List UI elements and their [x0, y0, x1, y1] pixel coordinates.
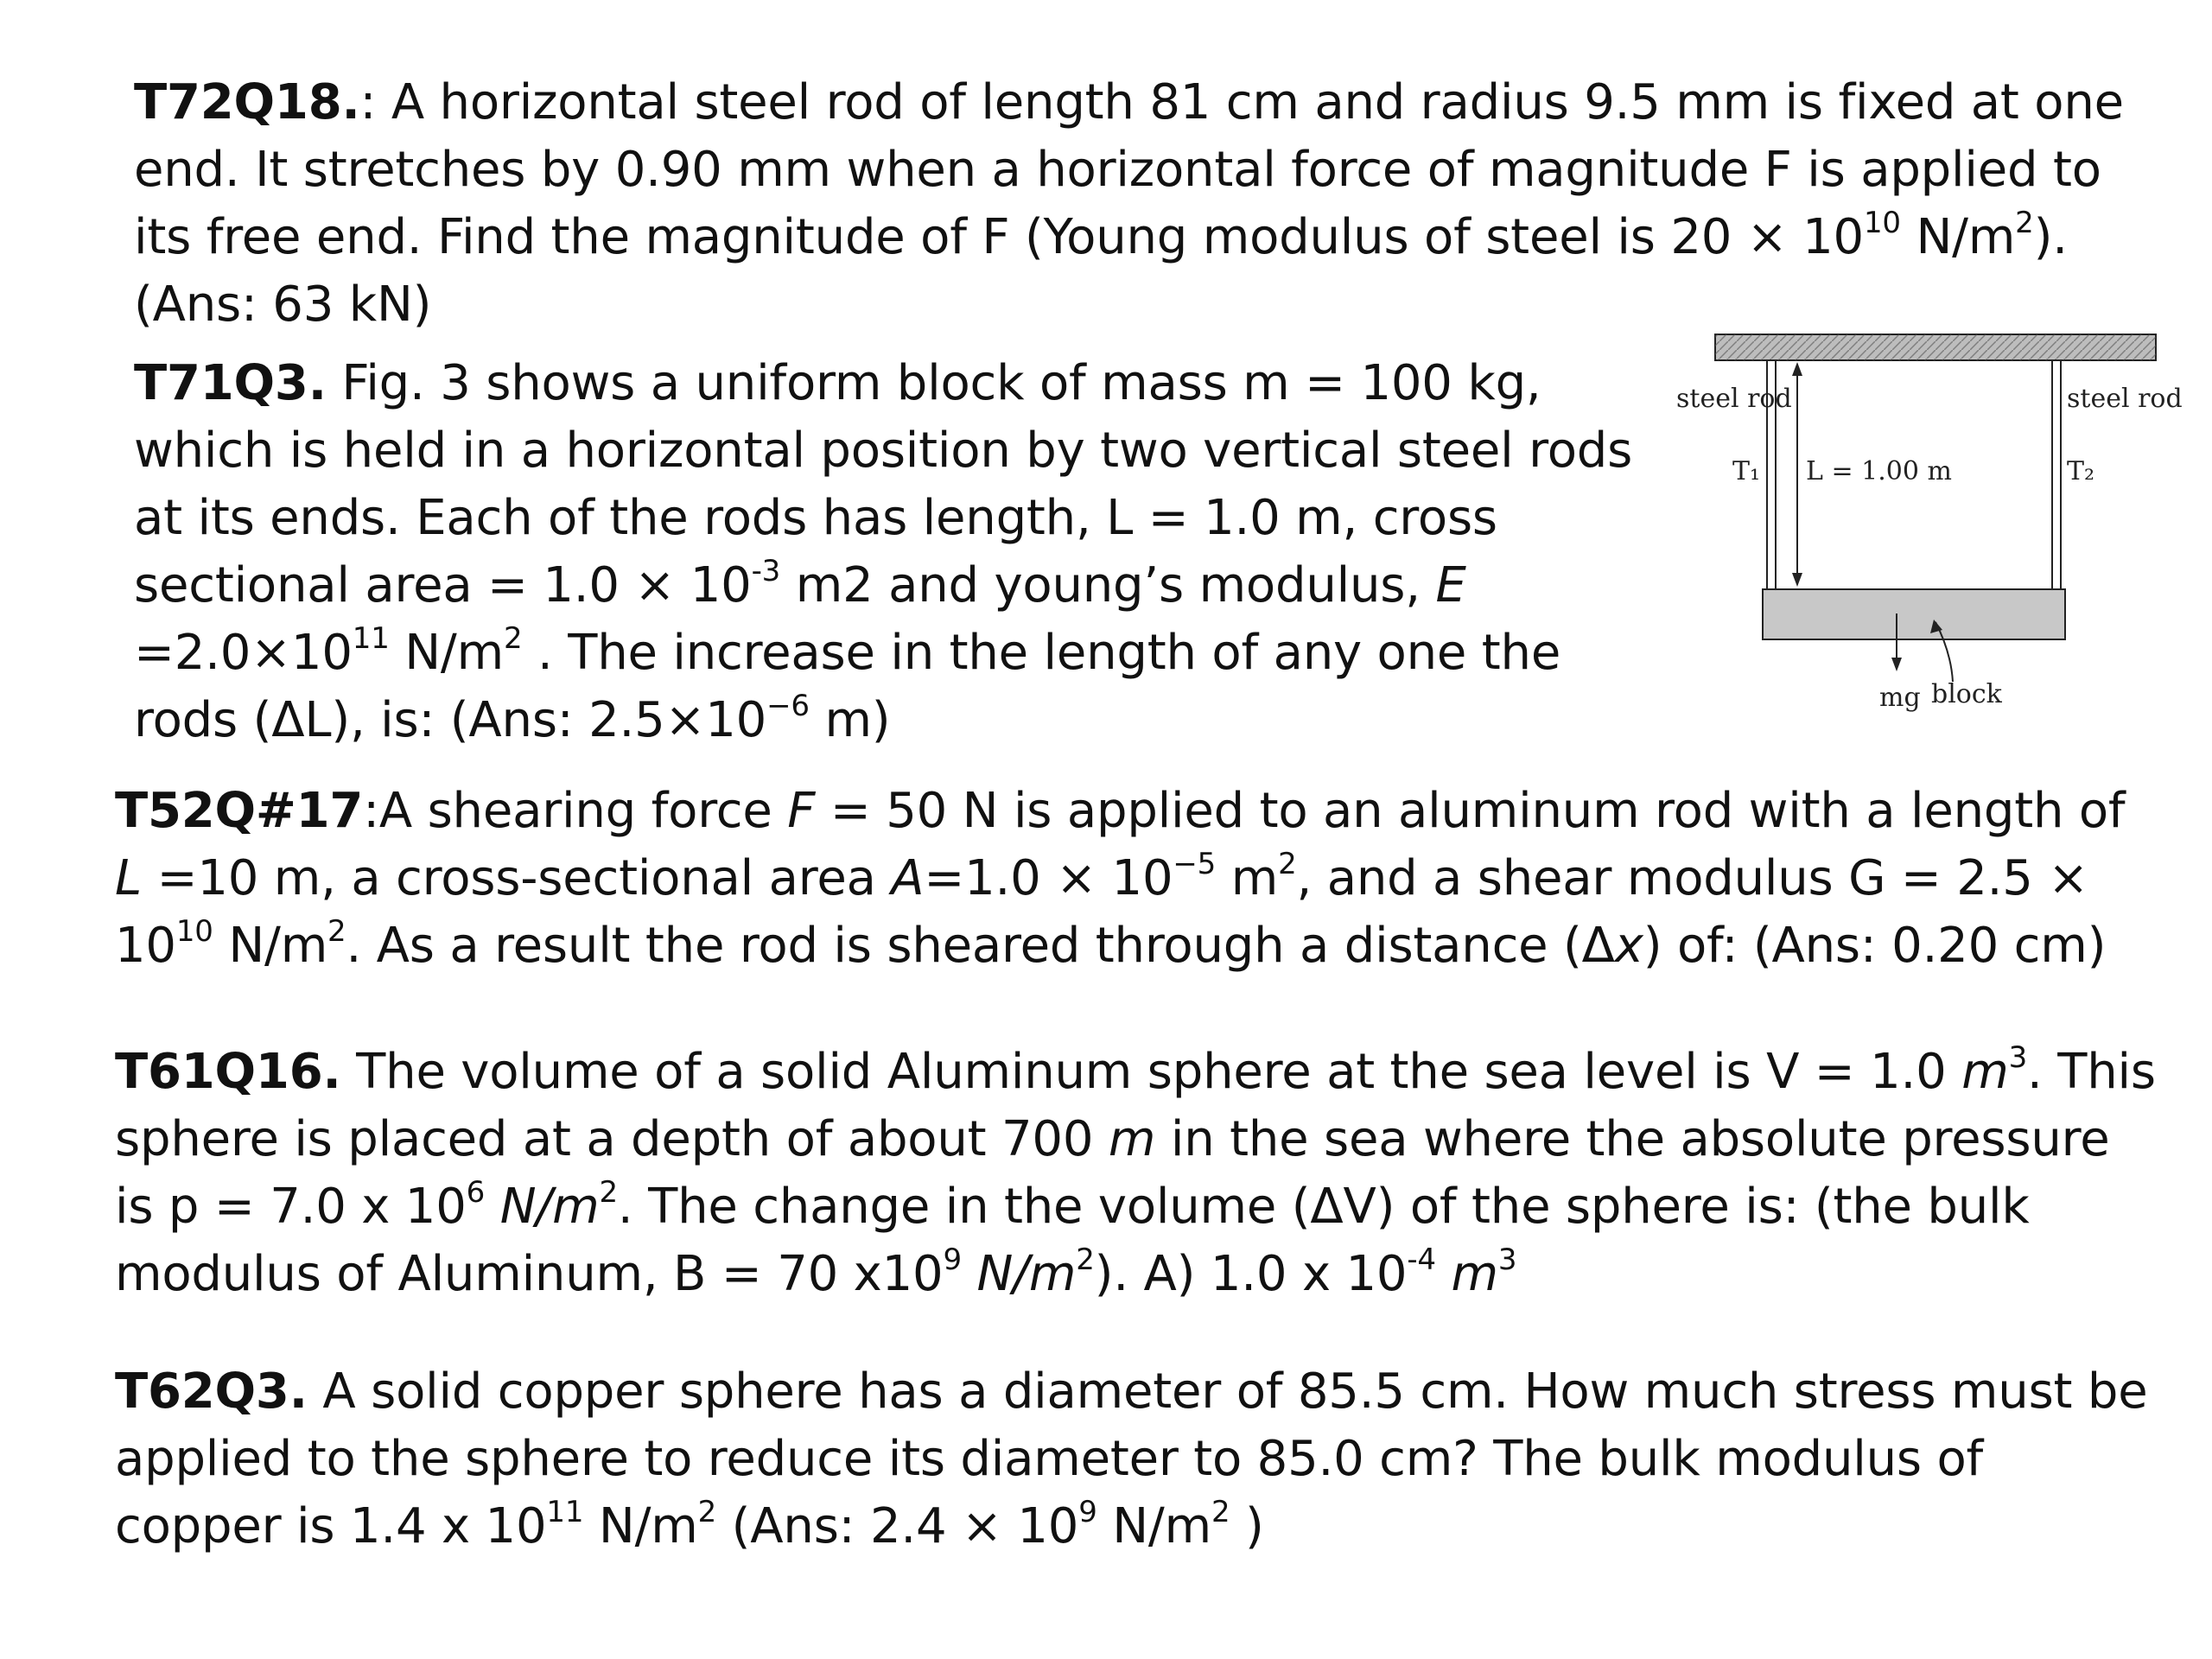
block	[1763, 589, 2065, 639]
problem-t52q17	[115, 778, 2163, 980]
superscript: −6	[766, 689, 810, 723]
problem-text: :A shearing force	[363, 783, 788, 839]
label-mg: mg	[1879, 683, 1921, 713]
variable-m: m	[1108, 1111, 1156, 1167]
problem-text: =2.0×10	[134, 625, 353, 681]
problem-id: T72Q18.	[134, 74, 360, 130]
label-t2: T₂	[2067, 456, 2095, 486]
superscript: 2	[599, 1175, 618, 1210]
problem-id: T62Q3.	[115, 1363, 308, 1420]
problem-text: , and a shear modulus G = 2.5 × 10	[115, 850, 2089, 974]
superscript: 2	[1278, 847, 1297, 881]
superscript: 11	[546, 1495, 584, 1529]
problem-t61q16	[115, 1039, 2163, 1308]
problem-text: Fig. 3 shows a uniform block of mass m = 100 kg, which is held in a horizontal position by two vertical steel rods at its ends. Each of the rods has length, L = 1.0 m, cross sectional area = 1.0 × 10	[134, 355, 1633, 613]
problem-text: in the sea where the absolute pressure is p = 7.0 x 10	[115, 1111, 2110, 1235]
superscript: 2	[1211, 1495, 1230, 1529]
superscript: 10	[175, 914, 213, 949]
problem-text	[485, 1179, 500, 1235]
problem-text: N/m	[1096, 1498, 1211, 1554]
problem-text: m	[1216, 850, 1279, 906]
problem-text: =1.0 × 10	[924, 850, 1173, 906]
variable-l: L	[115, 850, 142, 906]
problem-text: ). (Ans: 63 kN)	[134, 209, 2068, 333]
variable-f: F	[787, 783, 816, 839]
label-t1: T₁	[1732, 456, 1761, 486]
unit-n-per-m: N/m	[499, 1179, 600, 1235]
problem-text: N/m	[1900, 209, 2016, 265]
right-steel-rod	[2052, 360, 2061, 589]
variable-m: m	[1961, 1044, 2009, 1100]
problem-text: ). A) 1.0 x 10	[1094, 1246, 1408, 1302]
problem-text	[962, 1246, 977, 1302]
problem-text: A solid copper sphere has a diameter of 85.5 cm. How much stress must be applied to the sphere to reduce its diameter to 85.0 cm? The bulk modulus of copper is 1.4 x 10	[115, 1363, 2148, 1554]
variable-e: E	[1435, 557, 1466, 613]
variable-a: A	[891, 850, 925, 906]
unit-n-per-m: N/m	[976, 1246, 1077, 1302]
label-length: L = 1.00 m	[1806, 456, 1952, 486]
superscript: 2	[503, 621, 523, 656]
problem-t72q18	[134, 69, 2147, 339]
superscript: 9	[943, 1243, 962, 1277]
problem-text: N/m	[583, 1498, 698, 1554]
problem-text: )	[1230, 1498, 1264, 1554]
weight-arrowhead	[1891, 658, 1902, 671]
label-steel-rod-left: steel rod	[1676, 384, 1792, 414]
superscript: 2	[2015, 206, 2034, 240]
problem-text: m2 and young’s modulus,	[780, 557, 1436, 613]
superscript: 9	[1078, 1495, 1097, 1529]
problem-id: T52Q#17	[115, 783, 364, 839]
figure-svg	[1676, 324, 2183, 730]
problem-text: The volume of a solid Aluminum sphere at the sea level is V = 1.0	[340, 1044, 1962, 1100]
problem-text: . The increase in the length of any one the rods (ΔL), is: (Ans: 2.5×10	[134, 625, 1561, 748]
superscript: 2	[1076, 1243, 1095, 1277]
problem-text: . As a result the rod is sheared through a distance (Δ	[346, 918, 1615, 974]
superscript: 3	[2008, 1040, 2027, 1075]
problem-text	[1436, 1246, 1452, 1302]
problem-text: N/m	[213, 918, 328, 974]
superscript: 2	[697, 1495, 717, 1529]
problem-text: (Ans: 2.4 × 10	[716, 1498, 1079, 1554]
problem-text: = 50 N is applied to an aluminum rod with a length of	[815, 783, 2126, 839]
problem-text: . The change in the volume (ΔV) of the sphere is: (the bulk modulus of Aluminum, B = 70 x10	[115, 1179, 2030, 1302]
label-block: block	[1931, 679, 2002, 709]
problem-t62q3	[115, 1358, 2163, 1560]
superscript: 2	[327, 914, 346, 949]
problem-text: N/m	[389, 625, 504, 681]
superscript: 6	[466, 1175, 486, 1210]
problem-text: A horizontal steel rod of length 81 cm and radius 9.5 mm is fixed at one end. It stretches by 0.90 mm when a horizontal force of magnitude F is applied to its free end. Find the magnitude of F (Young modulus of steel is 20 × 10	[134, 74, 2124, 265]
problem-id: T71Q3.	[134, 355, 327, 411]
problem-id: T61Q16.	[115, 1044, 341, 1100]
rods-block-figure	[1676, 324, 2183, 730]
variable-x: x	[1614, 918, 1643, 974]
problem-text: m)	[809, 692, 891, 748]
problem-text: =10 m, a cross-sectional area	[142, 850, 892, 906]
problem-text: . This sphere is placed at a depth of about 700	[115, 1044, 2156, 1167]
superscript: 11	[352, 621, 390, 656]
problem-t71q3	[134, 350, 1655, 754]
superscript: 3	[1497, 1243, 1517, 1277]
superscript: 10	[1863, 206, 1901, 240]
superscript: −5	[1173, 847, 1217, 881]
variable-m: m	[1451, 1246, 1498, 1302]
problem-id-sep: :	[359, 74, 377, 130]
arrowhead-down	[1792, 573, 1802, 587]
label-steel-rod-right: steel rod	[2067, 384, 2183, 414]
superscript: -4	[1407, 1243, 1436, 1277]
problem-text: ) of: (Ans: 0.20 cm)	[1643, 918, 2107, 974]
ceiling-hatch	[1715, 334, 2156, 360]
superscript: -3	[751, 554, 781, 588]
arrowhead-up	[1792, 362, 1802, 376]
